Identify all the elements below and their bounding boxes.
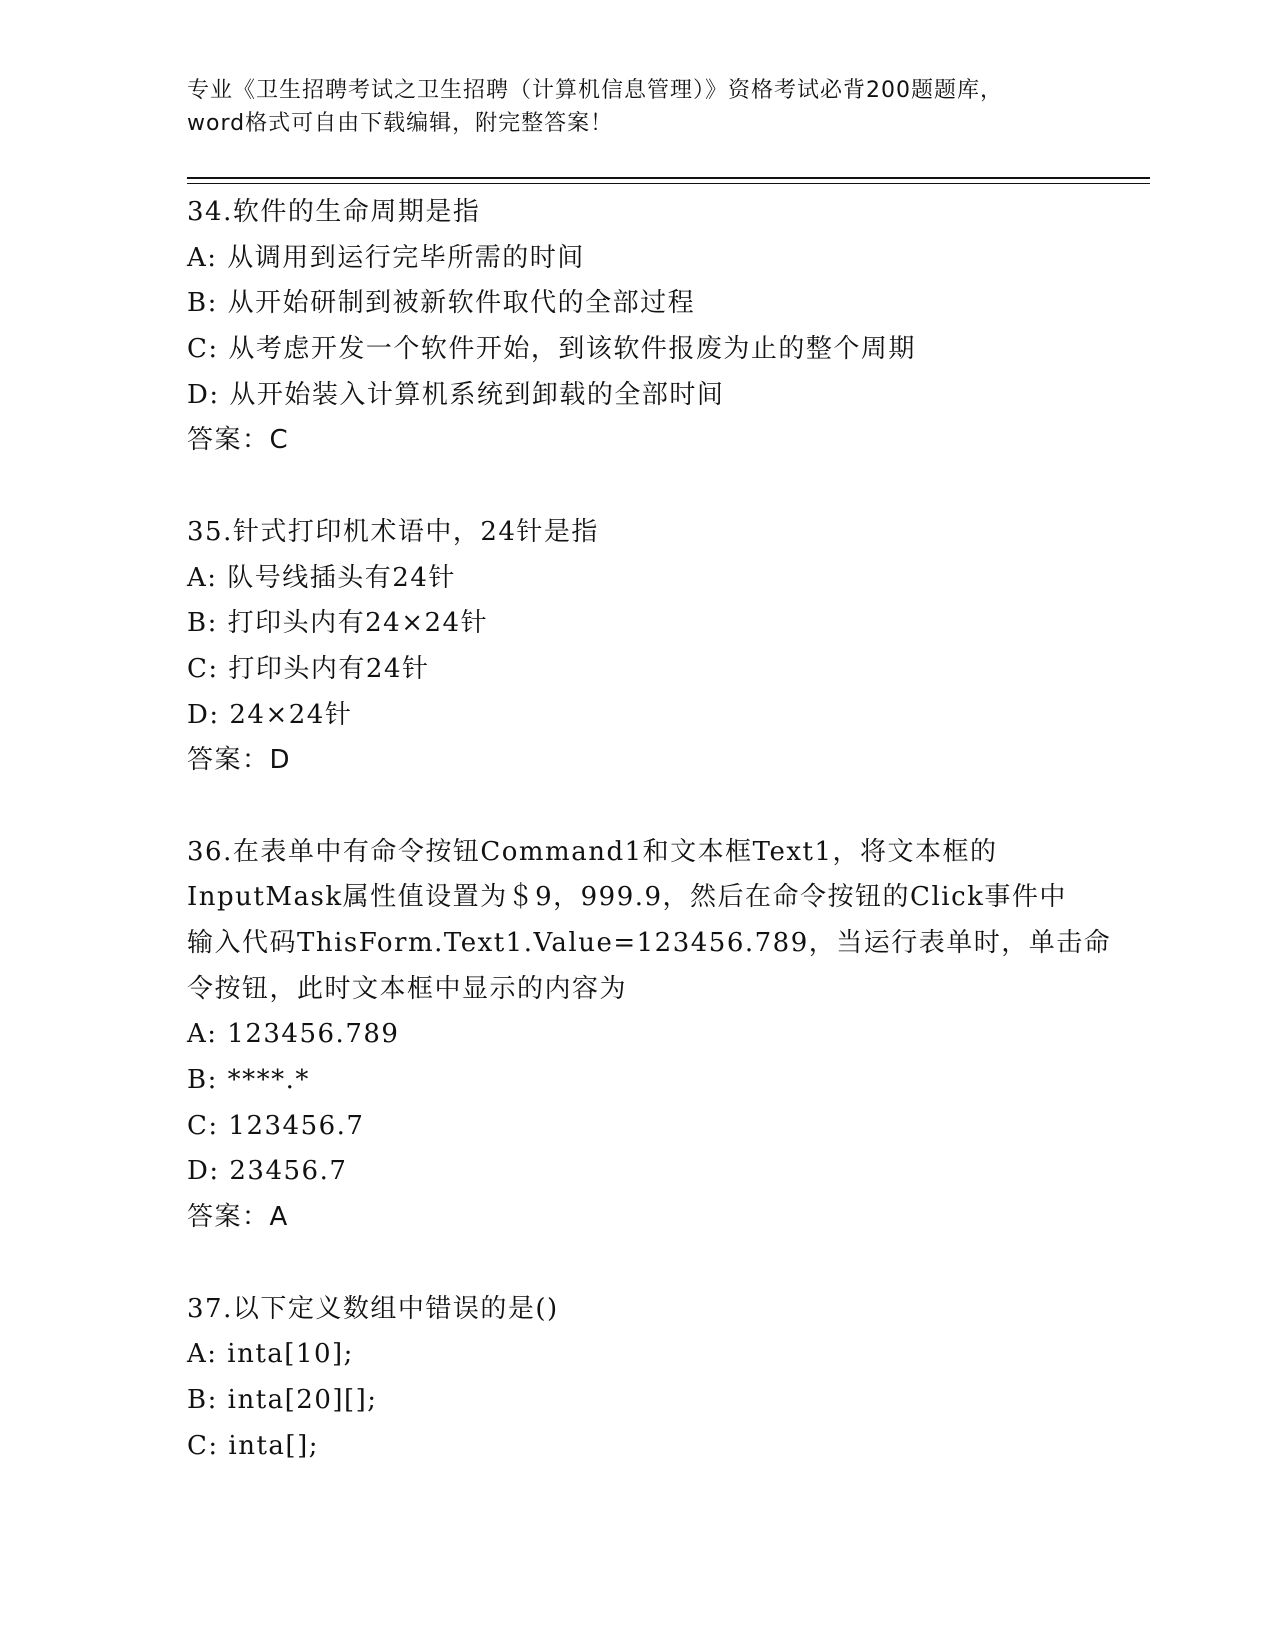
question-stem: 35.针式打印机术语中，24针是指 (187, 516, 599, 547)
option-a: A: 123456.789 (187, 1019, 400, 1050)
question-34 (187, 190, 1107, 464)
question-stem-continued: 令按钮，此时文本框中显示的内容为 (187, 973, 628, 1004)
option-b: B: inta[20][]; (187, 1384, 378, 1415)
option-b: B: 从开始研制到被新软件取代的全部过程 (187, 288, 696, 319)
answer-line: 答案：D (187, 745, 292, 776)
option-b: B: ****.* (187, 1065, 310, 1096)
option-b: B: 打印头内有24×24针 (187, 608, 489, 639)
question-stem-continued: 输入代码ThisForm.Text1.Value=123456.789，当运行表单时，单击命 (187, 928, 1112, 958)
question-spacer (187, 784, 1107, 830)
option-c: C: 123456.7 (187, 1110, 365, 1141)
option-d: D: 24×24针 (187, 699, 353, 730)
answer-line: 答案：C (187, 425, 290, 456)
option-a: A: 队号线插头有24针 (187, 562, 456, 593)
header-line-2: word格式可自由下载编辑，附完整答案！ (187, 111, 614, 136)
header-line-1: 专业《卫生招聘考试之卫生招聘（计算机信息管理）》资格考试必背200题题库， (187, 78, 1003, 103)
question-36 (187, 830, 1112, 1241)
header-divider-thick (187, 177, 1150, 179)
option-c: C: 打印头内有24针 (187, 653, 430, 684)
option-a: A: 从调用到运行完毕所需的时间 (187, 242, 585, 273)
option-d: D: 23456.7 (187, 1156, 348, 1187)
question-37 (187, 1287, 1107, 1470)
option-a: A: inta[10]; (187, 1339, 354, 1370)
question-stem: 37.以下定义数组中错误的是() (187, 1293, 559, 1324)
option-c: C: 从考虑开发一个软件开始，到该软件报废为止的整个周期 (187, 334, 916, 365)
header-divider-thin (187, 183, 1150, 184)
question-list (187, 190, 1112, 1469)
question-spacer (187, 464, 1107, 510)
question-stem: 36.在表单中有命令按钮Command1和文本框Text1，将文本框的 (187, 836, 998, 867)
question-spacer (187, 1241, 1107, 1287)
answer-line: 答案：A (187, 1202, 289, 1233)
question-stem: 34.软件的生命周期是指 (187, 197, 481, 227)
option-d: D: 从开始装入计算机系统到卸载的全部时间 (187, 379, 725, 410)
document-header (187, 74, 1107, 140)
question-35 (187, 510, 1107, 784)
question-stem-continued: InputMask属性值设置为＄9，999.9，然后在命令按钮的Click事件中 (187, 882, 1067, 913)
option-c: C: inta[]; (187, 1430, 319, 1461)
